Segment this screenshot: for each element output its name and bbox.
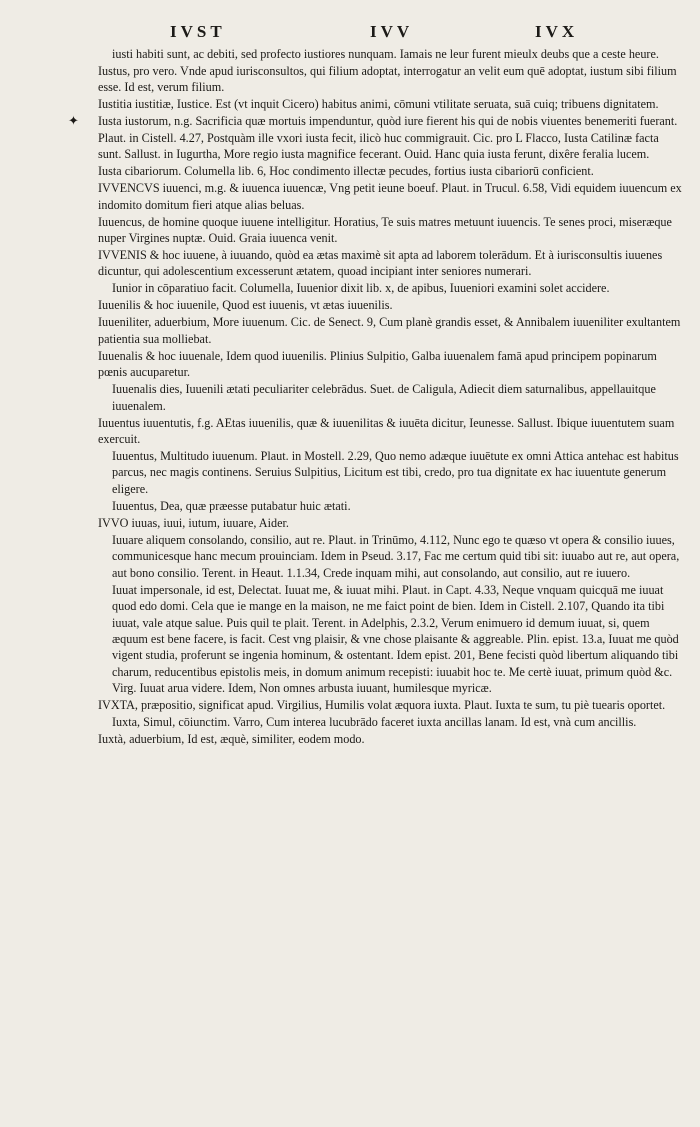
dictionary-column xyxy=(68,46,683,748)
entry-text: Iuuenilis & hoc iuuenile, Quod est iuuenis, vt ætas iuuenilis. xyxy=(98,298,393,313)
entry-iustus xyxy=(98,63,683,96)
entry-iuueniliter xyxy=(98,314,683,347)
entry-text: Iustitia iustitiæ, Iustice. Est (vt inquit Cicero) habitus animi, cōmuni vtilitate seruata, suā cuiq; tribuens dignitatem. xyxy=(98,97,659,112)
entry-iuuentus-dea xyxy=(98,498,683,514)
entry-text: Iusta cibariorum. Columella lib. 6, Hoc condimento illectæ pecudes, fortius iusta cibariorū conficient. xyxy=(98,164,594,179)
entry-iuxta xyxy=(98,697,683,713)
entry-text: Iuueniliter, aduerbium, More iuuenum. Cic. de Senect. 9, Cum planè grandis esset, & Annibalem iuueniliter exultantem patientia sua molliebat. xyxy=(98,315,681,346)
entry-text: IVVENCVS iuuenci, m.g. & iuuenca iuuencæ, Vng petit ieune boeuf. Plaut. in Trucul. 6.58, Vidi equidem iuuencum ex indomito domitum fieri atque alias beluas. xyxy=(98,181,682,212)
entry-iuuentus xyxy=(98,415,683,448)
entry-iuuenis xyxy=(98,247,683,280)
entry-text: Iuuentus iuuentutis, f.g. AEtas iuuenilis, quæ & iuuenilitas & iuuēta dicitur, Ieunesse. Sallust. Ibique iuuentutem suam exercuit. xyxy=(98,415,675,447)
entry-iuuencus-homine xyxy=(98,214,683,247)
running-head xyxy=(0,22,700,46)
entry-text: Iuxtà, aduerbium, Id est, æquè, similiter, eodem modo. xyxy=(98,732,365,747)
entry-text: Iuuentus, Dea, quæ præesse putabatur huic ætati. xyxy=(112,498,351,513)
running-head-left: IVST xyxy=(170,22,226,41)
entry-text: Iuuentus, Multitudo iuuenum. Plaut. in Mostell. 2.29, Quo nemo adæque iuuētute ex omni Attica antehac est habitus parcus, nec magis continens. Seruius Sulpitius, Licitum est tibi, credo, pro tua dignitate ex hac iuuentute generum eligere. xyxy=(112,449,679,496)
entry-text: IVXTA, præpositio, significat apud. Virgilius, Humilis volat æquora iuxta. Plaut. Iuxta te sum, tu piè tuearis oportet. xyxy=(98,698,666,713)
entry-iuxta-simul xyxy=(98,714,683,730)
entry-iuuencus xyxy=(98,180,683,213)
entry-iuuentus-multitudo xyxy=(98,448,683,497)
pointing-hand-marker-icon: ✦ xyxy=(68,113,79,129)
entry-iustitia xyxy=(98,96,683,112)
entry-text: iusti habiti sunt, ac debiti, sed profecto iustiores nunquam. Iamais ne leur furent mieulx deubs que a ceste heure. xyxy=(112,47,659,61)
entry-iusti xyxy=(98,46,683,62)
entry-text: Iuuat impersonale, id est, Delectat. Iuuat me, & iuuat mihi. Plaut. in Capt. 4.33, Neque vnquam quicquā me iuuat quod edo domi. Cela que ie mange en la maison, ne me faict point de bien. Idem in Cistell. 2.107, Quando ita tibi iuuat, vale atque salue. Puis quil te plait. Terent. in Adelphis, 2.3.2, Verum enimuero id demum iuuat, si, quem æquum est bene facere, is facit. Cest vng plaisir, & vne chose plaisante & aggreable. Plin. epist. 13.a, Iuuat me quòd vigent studia, proferunt se ingenia hominum, & ostentant. Idem epist. 201, Bene fecisti quòd libertum aliquando tibi charum, reducentibus epistolis meis, in domum animum recepisti: iuuabit hoc te. Me certè iuuat, primum quòd &c. Virg. Iuuat arua videre. Idem, Non omnes arbusta iuuant, humilesque myricæ. xyxy=(112,582,679,696)
entry-iuuare xyxy=(98,532,683,581)
entry-iunior xyxy=(98,280,683,296)
entry-iuuo xyxy=(98,515,683,531)
entry-text: IVVENIS & hoc iuuene, à iuuando, quòd ea ætas maximè sit apta ad laborem tolerādum. Et à iurisconsultis iuuenes dicuntur, qui adolescentium excesserunt ætatem, quoad incipiant inter seniores numerari. xyxy=(98,248,663,279)
entry-text: Iuuencus, de homine quoque iuuene intelligitur. Horatius, Te suis matres metuunt iuuencis. Te senes proci, miseræque nuper Virgines nuptæ. Ouid. Graia iuuenca venit. xyxy=(98,214,672,246)
entry-text: Iuuenalis & hoc iuuenale, Idem quod iuuenilis. Plinius Sulpitio, Galba iuuenalem famā apud principem popinarum pœnis aucuparetur. xyxy=(98,348,657,380)
running-head-center: IVV xyxy=(370,22,414,41)
entry-text: Iustus, pro vero. Vnde apud iurisconsultos, qui filium adoptat, interrogatur an velit eum quē adoptat, iustum sibi filium esse. Id est, verum filium. xyxy=(98,64,677,95)
entry-iuuenilis xyxy=(98,297,683,313)
entry-text: Iuuare aliquem consolando, consilio, aut re. Plaut. in Trinūmo, 4.112, Nunc ego te quæso vt opera & consilio iuues, communicesque hanc mecum prouinciam. Idem in Pseud. 3.17, Fac me certum quid tibi sit: iuuabo aut re, aut opera, aut bono consilio. Terent. in Heaut. 1.1.34, Crede inquam mihi, aut consolando, aut consilio, aut re iuuero. xyxy=(112,532,680,580)
entry-text: Iunior in cōparatiuo facit. Columella, Iuuenior dixit lib. x, de apibus, Iuueniori examini solet accidere. xyxy=(112,281,610,296)
running-head-right: IVX xyxy=(535,22,579,41)
entry-text: Iusta iustorum, n.g. Sacrificia quæ mortuis impenduntur, quòd iure fierent his qui de nobis viuentes benemeriti fuerant. Plaut. in Cistell. 4.27, Postquàm ille vxori iusta fecit, ilicò huc commigrauit. Cic. pro L Flacco, Iusta Catilinæ facta sunt. Sallust. in Iugurtha, More regio iusta magnifice fecerant. Ouid. Hanc quia iusta ferunt, dixêre feralia lucem. xyxy=(98,114,678,162)
entry-iusta xyxy=(68,113,683,162)
entry-iusta-cibariorum xyxy=(98,163,683,179)
entry-iuuenalis xyxy=(98,348,683,381)
entry-iuxta-aduerbium xyxy=(98,731,683,747)
entry-iuuenalis-dies xyxy=(98,381,683,414)
entry-text: IVVO iuuas, iuui, iutum, iuuare, Aider. xyxy=(98,515,289,530)
entry-iuuat xyxy=(98,582,683,697)
entry-text: Iuxta, Simul, cōiunctim. Varro, Cum interea lucubrādo faceret iuxta ancillas lanam. Id est, vnà cum ancillis. xyxy=(112,715,637,730)
entry-text: Iuuenalis dies, Iuuenili ætati peculiariter celebrādus. Suet. de Caligula, Adiecit diem saturnalibus, appellauitque iuuenalem. xyxy=(112,382,656,413)
